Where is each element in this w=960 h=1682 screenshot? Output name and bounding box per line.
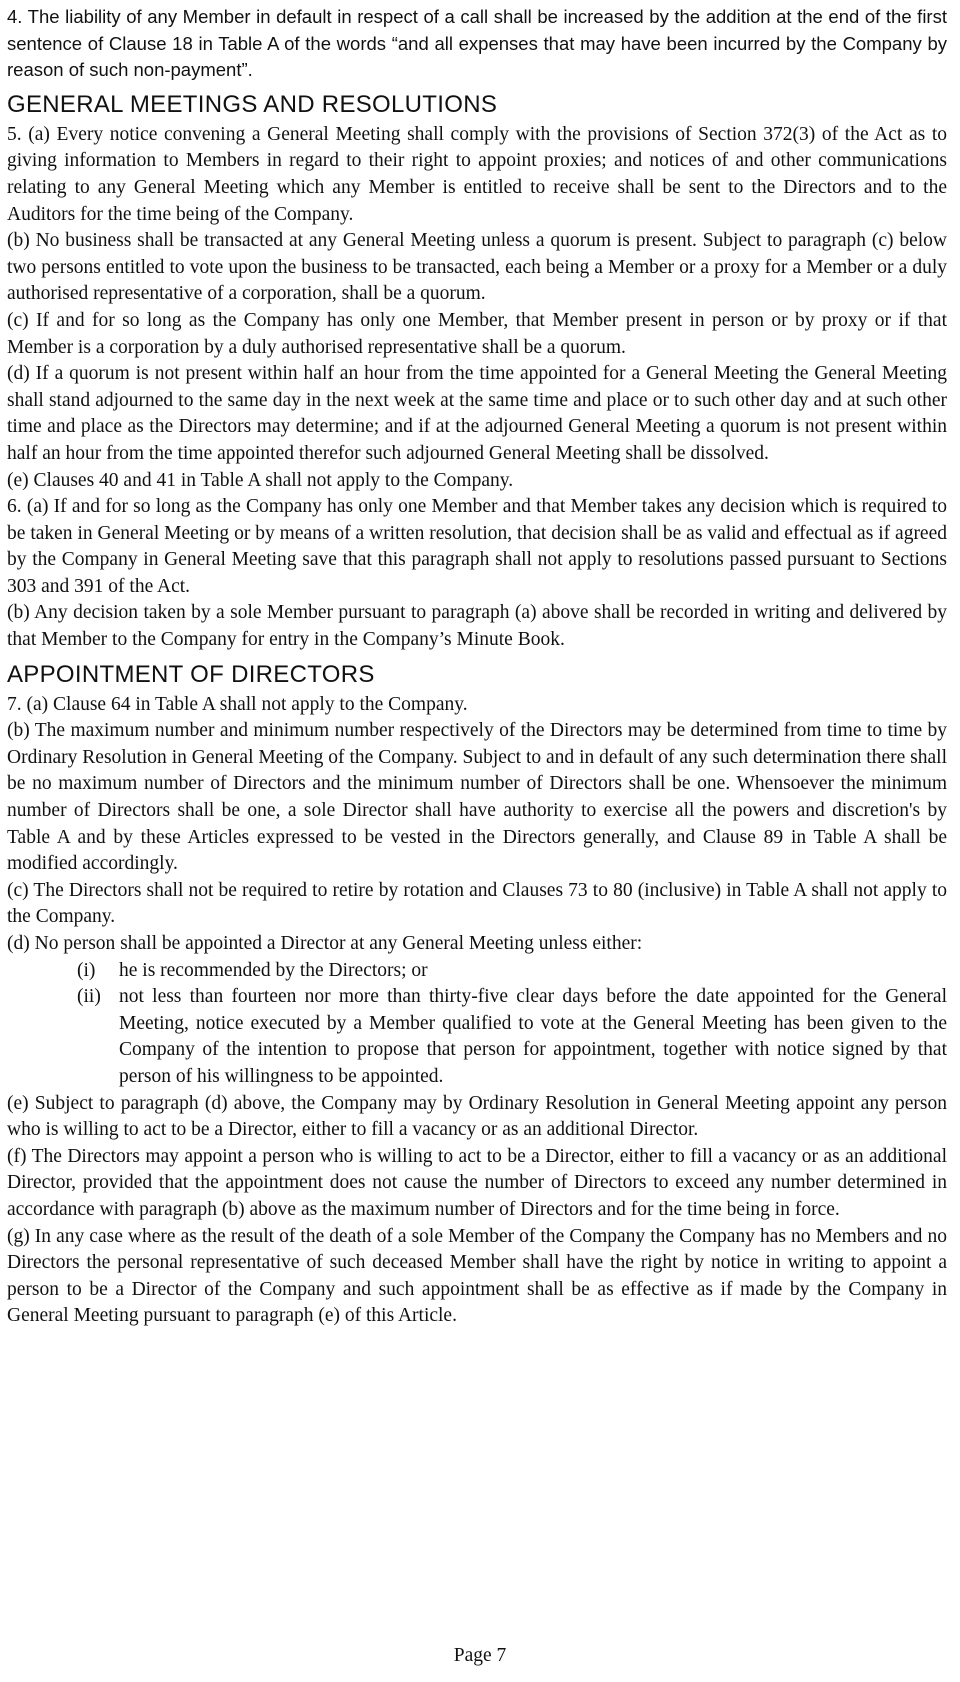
clause-5e: (e) Clauses 40 and 41 in Table A shall not apply to the Company. <box>7 469 514 491</box>
clause-7b: (b) The maximum number and minimum number respectively of the Directors may be determined from time to time by Ordinary Resolution in General Meeting of the Company. Subject to and in default of any such determination there shall be no maximum number of Directors and the minimum number of Directors shall be one. Whensoever the minimum number of Directors shall be one, a sole Director shall have authority to exercise all the powers and discretion's by Table A and by these Articles expressed to be vested in the Directors generally, and Clause 89 in Table A shall be modified accordingly. <box>7 720 947 875</box>
clause-7f: (f) The Directors may appoint a person who is willing to act to be a Director, either to fill a vacancy or as an additional Director, provided that the appointment does not cause the number of Directors to exceed any number determined in accordance with paragraph (b) above as the maximum number of Directors and for the time being in force. <box>7 1145 947 1220</box>
clause-7d-ii-text: not less than fourteen nor more than thirty-five clear days before the date appointed for the General Meeting, notice executed by a Member qualified to vote at the General Meeting has been given to the Company of the intention to propose that person for appointment, together with notice signed by that person of his willingness to be appointed. <box>119 986 947 1087</box>
clause-5a: 5. (a) Every notice convening a General Meeting shall comply with the provisions of Section 372(3) of the Act as to giving information to Members in regard to their right to appoint proxies; and notices of and other communications relating to any General Meeting which any Member is entitled to receive shall be sent to the Directors and to the Auditors for the time being of the Company. <box>7 123 947 225</box>
clause-7d-sublist <box>7 958 947 1091</box>
clause-4: 4. The liability of any Member in default in respect of a call shall be increased by the addition at the end of the first sentence of Clause 18 in Table A of the words “and all expenses that may have been incurred by the Company by reason of such non-payment”. <box>7 6 947 81</box>
clause-6b: (b) Any decision taken by a sole Member pursuant to paragraph (a) above shall be recorded in writing and delivered by that Member to the Company for entry in the Company’s Minute Book. <box>7 602 947 651</box>
clause-7g: (g) In any case where as the result of the death of a sole Member of the Company the Company has no Members and no Directors the personal representative of such deceased Member shall have the right by notice in writing to appoint a person to be a Director of the Company and such appointment shall be as effective as if made by the Company in General Meeting pursuant to paragraph (e) of this Article. <box>7 1225 947 1327</box>
clause-7d-ii <box>7 984 947 1090</box>
body-text <box>7 4 947 1330</box>
heading-general-meetings: GENERAL MEETINGS AND RESOLUTIONS <box>7 90 498 118</box>
clause-7c: (c) The Directors shall not be required to retire by rotation and Clauses 73 to 80 (inclusive) in Table A shall not apply to the Company. <box>7 879 947 928</box>
clause-7d-i-text: he is recommended by the Directors; or <box>119 959 428 981</box>
clause-7d-i-marker: (i) <box>77 959 96 981</box>
clause-5d: (d) If a quorum is not present within half an hour from the time appointed for a General Meeting the General Meeting shall stand adjourned to the same day in the next week at the same time and place or to such other day and at such other time and place as the Directors may determine; and if at the adjourned General Meeting a quorum is not present within half an hour from the time appointed therefor such adjourned General Meeting shall be dissolved. <box>7 363 947 464</box>
heading-appointment-of-directors: APPOINTMENT OF DIRECTORS <box>7 660 375 688</box>
clause-5c: (c) If and for so long as the Company has only one Member, that Member present in person or by proxy or if that Member is a corporation by a duly authorised representative shall be a quorum. <box>7 309 947 358</box>
clause-7d: (d) No person shall be appointed a Director at any General Meeting unless either: <box>7 933 643 954</box>
page-number: Page 7 <box>453 1645 507 1666</box>
clause-7e: (e) Subject to paragraph (d) above, the Company may by Ordinary Resolution in General Meeting appoint any person who is willing to act to be a Director, either to fill a vacancy or as an additional Director. <box>7 1092 947 1141</box>
clause-7d-i <box>7 958 947 985</box>
clause-7a: 7. (a) Clause 64 in Table A shall not apply to the Company. <box>7 693 468 715</box>
clause-7d-ii-marker: (ii) <box>77 986 101 1008</box>
clause-6a: 6. (a) If and for so long as the Company has only one Member and that Member takes any decision which is required to be taken in General Meeting or by means of a written resolution, that decision shall be as valid and effectual as if agreed by the Company in General Meeting save that this paragraph shall not apply to resolutions passed pursuant to Sections 303 and 391 of the Act. <box>7 496 947 597</box>
clause-5b: (b) No business shall be transacted at any General Meeting unless a quorum is present. Subject to paragraph (c) below two persons entitled to vote upon the business to be transacted, each being a Member or a proxy for a Member or a duly authorised representative of a corporation, shall be a quorum. <box>7 230 947 305</box>
